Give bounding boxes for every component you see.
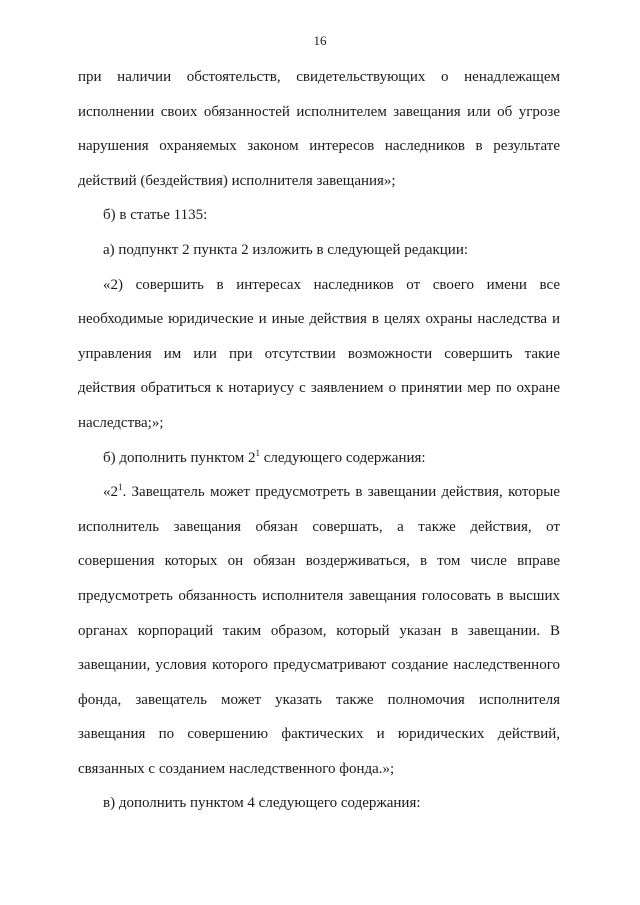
superscript-1: 1 bbox=[255, 447, 260, 458]
page-number: 16 bbox=[313, 33, 327, 48]
paragraph-continuation: при наличии обстоятельств, свидетельствующих о ненадлежащем исполнении своих обязанностей исполнителем завещания или об угрозе нарушения охраняемых законом интересов наследников в результате действий (бездействия) исполнителя завещания»; bbox=[78, 69, 560, 189]
paragraph-subitem-v: в) дополнить пунктом 4 следующего содержания: bbox=[103, 795, 421, 812]
paragraph-quote-item-2-1 bbox=[78, 475, 560, 786]
paragraph-article-1135: б) в статье 1135: bbox=[103, 207, 208, 224]
paragraph-quote-item-2: «2) совершить в интересах наследников от своего имени все необходимые юридические и иные действия в целях охраны наследства и управления им или при отсутствии возможности совершить такие действия обратиться к нотариусу с заявлением о принятии мер по охране наследства;»; bbox=[78, 276, 560, 431]
subitem-b-text-before: б) дополнить пунктом 2 bbox=[103, 449, 256, 466]
superscript-1: 1 bbox=[118, 482, 123, 493]
paragraph-subitem-a: а) подпункт 2 пункта 2 изложить в следующей редакции: bbox=[103, 241, 469, 258]
quote-item-text-before: «2 bbox=[103, 484, 118, 501]
document-body bbox=[78, 60, 560, 821]
subitem-b-text-after: следующего содержания: bbox=[259, 449, 426, 466]
quote-item-text-after: . Завещатель может предусмотреть в завещании действия, которые исполнитель завещания обязан совершать, а также действия, от совершения которых он обязан воздерживаться, в том числе вправе предусмотреть обязанность исполнителя завещания голосовать в высших органах корпораций таким образом, который указан в завещании. В завещании, условия которого предусматривают создание наследственного фонда, завещатель может указать также полномочия исполнителя завещания по совершению фактических и юридических действий, связанных с созданием наследственного фонда.»; bbox=[78, 484, 560, 777]
paragraph-subitem-b bbox=[78, 441, 560, 476]
